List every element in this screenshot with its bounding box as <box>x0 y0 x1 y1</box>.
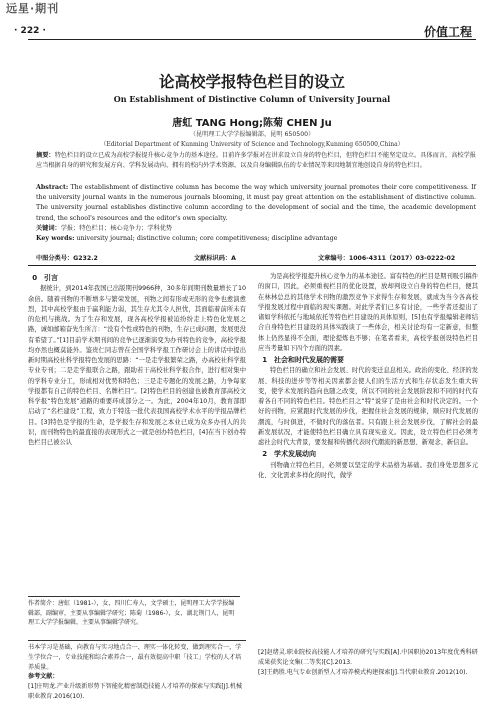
right-paragraph-1: 为是高校学报提升核心竞争力的基本途径。富有特色的栏目是期刊吸引稿件的窗口，因此，必须重视栏目的优化设置，放却判设立自身的特色栏目，便其在林林总总的其他学术刊物的激烈竞争下求得生存和发展，就成为当今各高校学报发展过程中面临的现实课题。对此学者们已多有讨论，一些学者还提出了诸如学科依托与地域依托等特色栏目建设的具体原则，[5]也有学报编辑老师结合自身特色栏目建设的具体实践谈了一些体会，相关讨论均有一定新意，但整体上仍然显得不全面，理论提炼也不够；在笔者看来，高校学报创设特色栏目应当考量如下四个方面的因素。 <box>258 273 478 352</box>
document-code: 文献标识码：A <box>194 255 236 262</box>
abstract-en <box>36 183 476 224</box>
page-number: · 222 · <box>14 26 46 36</box>
affiliation-en: （Editorial Department of Kunming University of Science and Technology,Kunming 650500,China） <box>100 141 404 148</box>
section-heading-2: 2 学术发展动向 <box>262 450 317 459</box>
reference-item: [1]庄明龙.产业升级新形势下智能化精密制造技能人才培养的探索与实践[J].机械职业教育.2016(10). <box>28 683 243 700</box>
references-right <box>258 648 478 677</box>
clc-number: 中图分类号：G232.2 <box>36 255 98 262</box>
meta-rule <box>28 265 476 266</box>
abstract-label: 摘要： <box>36 152 55 159</box>
article-title-en: On Establishment of Distinctive Column of University Journal <box>113 94 391 104</box>
body-left-column <box>28 272 246 448</box>
brand-text: 远星·期刊 <box>6 2 60 15</box>
keywords-cn <box>36 224 476 234</box>
journal-brand <box>6 2 59 15</box>
author-note: 作者简介：唐虹（1981-），女，四川仁寿人，文学硕士，昆明理工大学学报编辑部，副编审，主要从事编辑学研究；陈菊（1986-），女，湖北荆门人，昆明理工大学学报编辑，主要从事编辑学研究。 <box>28 596 240 628</box>
right-paragraph-3: 刊物确立特色栏目，必须要以坚定的学术品格为基础。我们身处思想多元化、文化需求多样化的时代，做学 <box>258 461 478 479</box>
references-intro: 书本学习是基础，向教育与实习地点合一、理实一体化转变，做到理实合一，学生学位合一，专业技能和综合素养合一，最有效提高中职「技工」学校的人才培养质量。 <box>28 640 246 672</box>
affiliation: （昆明理工大学学报编辑部，昆明 650500） <box>189 131 315 138</box>
right-paragraph-2: 特色栏目的确立和社会发展、时代的变迁息息相关。政治的变化、经济的发展、科技的进步等等相关因素都会使人们的生活方式和生存状态发生重大转变，使学术发展的趋向也随之改变，所以不同的社会发展阶段和不同的时代有着各自不同的特色栏目。特色栏目之“特”说穿了是由社会和时代决定的。一个好的刊物，应紧跟时代发展的步伐，把握住社会发展的规律，顺应时代发展的潮流，与时俱进，不做时代的落伍者。只有跟上社会发展步伐，了解社会的最新发展状况，才能使特色栏目确立具有现实意义。因此，设立特色栏目必须考虑社会时代大背景，要发掘和传播代表时代潮流的新思想、新观念、新信息。 <box>258 367 478 446</box>
abstract-en-label: Abstract: <box>36 184 69 191</box>
references-intro-block <box>28 640 246 702</box>
keywords-en-text: university journal; distinctive column; core competitiveness; discipline advantage <box>76 235 338 242</box>
reference-item: [2]赵绪灵.职业院校高技能人才培养的研究与实践[A].中国职协2013年度优秀科研成果获奖论文集(二等奖)[C].2013. <box>258 649 478 666</box>
section-heading-intro: 0 引言 <box>32 274 59 282</box>
references-heading: 参考文献： <box>28 673 59 681</box>
keywords-en-label: Key words: <box>36 235 75 242</box>
keywords-text: 学报；特色栏目；核心竞争力；学科优势 <box>60 225 173 232</box>
abstract-cn <box>36 151 476 171</box>
keywords-en <box>36 234 476 244</box>
journal-name: 价值工程 <box>423 25 472 39</box>
section-heading-1: 1 社会和时代发展的需要 <box>262 356 345 364</box>
intro-paragraph: 据统计，到2014年我国已出版期刊9966种，30多年间期刊数量增长了10余倍。随着刊物的不断增多与繁荣发展，刊物之间有形或无形的竞争也愈演愈烈，其中高校学报由于赢利能力弱，其生存尤其令人担忧，其面临着前所未有的危机与挑战。为了生存和发展，现各高校学报被迫纷纷走上特色化发展之路，诚如邮箱奋先生所言：“没有个性或特色的刊物，生存已成问题，发展更没有希望了。”[1]目前学术期刊间的竞争已逐渐演变为办刊特色的竞争，高校学报均亦然也概莫能外。鉴贵仁同志曾在全国学科学报工作研讨会上的讲话中提出新时期高校社科学报特色发展的思路：“一是走学报繁荣之路，办高校社科学报专业专刊；二是走学报联合之路，跟助若干高校社科学报合作，进行相对集中的学科专业分工，形成相对优势和特色；三是走专题化的发展之路，力争每家学报都有自己的特色栏目、名牌栏目”。[2]特色栏目的创建也被教育部高校文科学报“特色发展”道路的重要环成部分之一。为此，2004年10月，教育部即启动了“名栏建设”工程，致力于特选一批代表我国高校学术水平的学报品牌栏目。[3]特色是学报的生命，是学报生存和发展之本业已成为众多办刊人的共识，而刊物特色的最直接的表现形式之一就是创办特色栏目，[4]在当下创办特色栏目已被公认 <box>28 285 246 446</box>
body-right-column <box>258 272 478 481</box>
abstract-text: 特色栏目的设立已成为高校学报提升核心竞争力的基本途径。目前许多学报对在讲求设立自身的特色栏目，但特色栏目不能坚定设立。具体而言，高校学报应当根据自身的研究和发展方向、学科发展动向、拥有的校内外学术资源，以及自身编辑队伍的专业情况等来因地制宜地创设自身的特色栏目。 <box>36 152 476 170</box>
abstract-en-text: The establishment of distinctive column has become the way which university journal promotes their core competitiveness. If the university journal wants in the numerous journals blooming, it must pay great attention on the establishment of distinctive column. The university journal establishes distinctive column according to the development of social and the time, the academic development trend, the school's resources and the editor's own specialty. <box>36 184 476 222</box>
article-title: 论高校学报特色栏目的设立 <box>158 73 345 91</box>
keywords-label: 关键词： <box>36 225 61 232</box>
reference-item: [3]王鹤胜.电气专业创新型人才培养模式构建探索[J].当代职业教育.2012(10). <box>258 668 468 676</box>
article-authors: 唐虹 TANG Hong;陈菊 CHEN Ju <box>172 118 332 129</box>
article-number: 文章编号：1006-4311（2017）03-0222-02 <box>318 255 456 262</box>
header-rule <box>28 39 476 40</box>
